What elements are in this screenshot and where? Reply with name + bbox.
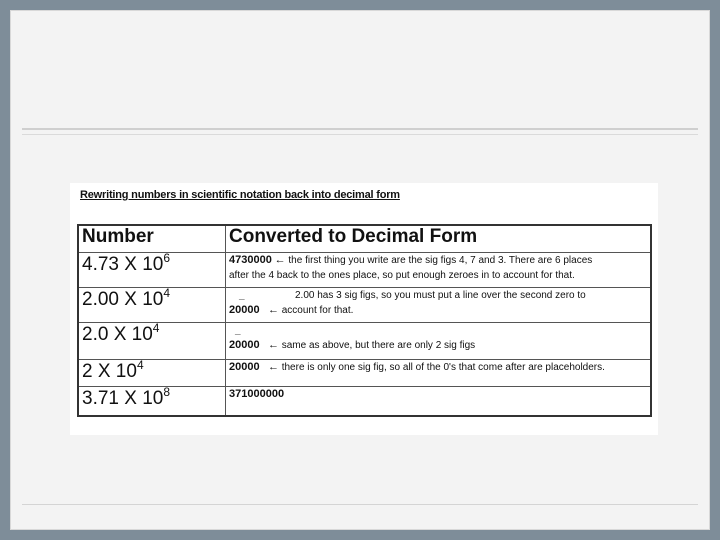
decimal-cell (226, 360, 652, 387)
table-row (78, 360, 651, 387)
exponent: 4 (136, 358, 144, 372)
decimal-cell (226, 288, 652, 323)
embedded-image (70, 183, 658, 435)
decimal-value: 20000 (229, 361, 260, 373)
sci-number (78, 253, 226, 288)
left-arrow-icon: ← (267, 339, 279, 351)
mantissa: 3.71 X 10 (82, 388, 164, 409)
decimal-line (229, 303, 647, 318)
note-text: account for that. (278, 305, 354, 316)
decimal-cell (226, 253, 652, 288)
note-text: there is only one sig fig, so all of the 0's that come after are placeholders. (278, 362, 605, 373)
decimal-line (229, 288, 647, 303)
slide (10, 10, 710, 530)
decimal-value: 371000000 (229, 388, 285, 400)
left-arrow-icon: ← (267, 304, 279, 316)
table-caption: Rewriting numbers in scientific notation back into decimal form (80, 189, 400, 201)
left-arrow-icon: ← (267, 361, 279, 373)
sci-number (78, 360, 226, 387)
left-arrow-icon: ← (274, 254, 286, 266)
decimal-value: 20000 (229, 339, 260, 351)
decimal-line (229, 338, 647, 353)
mantissa: 2.0 X 10 (82, 324, 153, 345)
exponent: 8 (163, 385, 171, 399)
conversion-table (77, 224, 652, 417)
overbar-mark: _ (239, 290, 245, 301)
mantissa: 2.00 X 10 (82, 289, 164, 310)
decimal-line (229, 323, 647, 338)
sci-number (78, 387, 226, 417)
note-text: same as above, but there are only 2 sig figs (278, 340, 476, 351)
decimal-cell (226, 323, 652, 360)
mantissa: 4.73 X 10 (82, 254, 164, 275)
note-text-continued: after the 4 back to the ones place, so put enough zeroes in to account for that. (229, 270, 575, 281)
exponent: 4 (163, 286, 171, 300)
title-divider-thin (22, 134, 698, 135)
table-row (78, 253, 651, 288)
sci-number (78, 288, 226, 323)
note-text: the first thing you write are the sig figs 4, 7 and 3. There are 6 places (285, 255, 593, 266)
decimal-line (229, 253, 647, 268)
table-row (78, 323, 651, 360)
mantissa: 2 X 10 (82, 361, 137, 382)
decimal-line (229, 387, 647, 402)
footer-divider (22, 504, 698, 505)
overbar-mark: _ (235, 325, 241, 336)
decimal-line (229, 360, 647, 375)
sci-number (78, 323, 226, 360)
decimal-cell (226, 387, 652, 417)
note-text: 2.00 has 3 sig figs, so you must put a line over the second zero to (295, 290, 586, 301)
title-divider (22, 128, 698, 130)
decimal-value: 4730000 (229, 254, 272, 266)
header-converted: Converted to Decimal Form (226, 225, 652, 253)
table-row (78, 387, 651, 417)
header-number: Number (78, 225, 226, 253)
decimal-value: 20000 (229, 304, 260, 316)
table-header-row (78, 225, 651, 253)
table-row (78, 288, 651, 323)
exponent: 4 (152, 321, 160, 335)
exponent: 6 (163, 251, 171, 265)
